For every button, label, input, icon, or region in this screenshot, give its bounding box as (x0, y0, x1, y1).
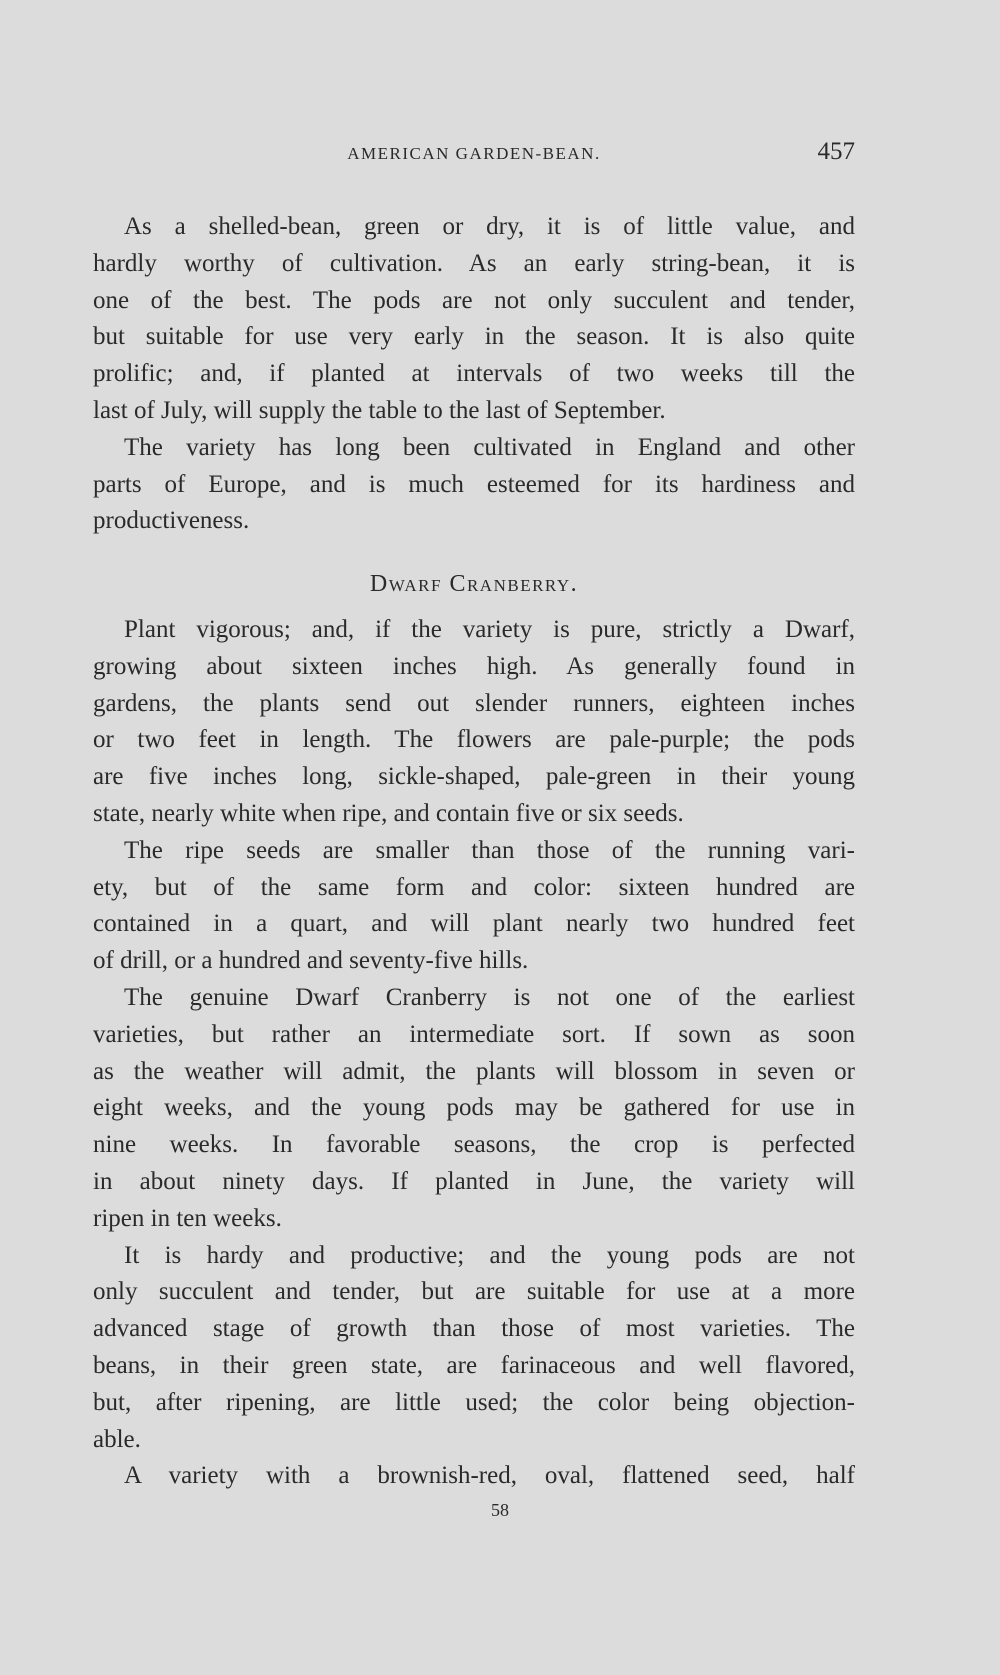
text-line: nine weeks. In favorable seasons, the crop is perfected (93, 1131, 855, 1159)
text-line: advanced stage of growth than those of most varieties. The (93, 1315, 855, 1343)
text-line: as the weather will admit, the plants will blossom in seven or (93, 1057, 855, 1085)
text-line: in about ninety days. If planted in June, the variety will (93, 1167, 855, 1195)
text-line: ripen in ten weeks. (93, 1204, 282, 1232)
paragraph (93, 430, 855, 540)
text-line: but, after ripening, are little used; the color being objection- (93, 1388, 855, 1416)
text-line: contained in a quart, and will plant nearly two hundred feet (93, 910, 855, 938)
running-head (93, 140, 855, 170)
paragraph (93, 209, 855, 430)
text-line: able. (93, 1425, 141, 1453)
section-heading: Dwarf Cranberry. (369, 571, 579, 598)
text-line: or two feet in length. The flowers are pale-purple; the pods (93, 726, 855, 754)
text-line: A variety with a brownish-red, oval, flattened seed, half (124, 1462, 855, 1490)
signature-mark: 58 (491, 1500, 509, 1520)
text-line: The variety has long been cultivated in England and other (124, 433, 855, 461)
text-line: prolific; and, if planted at intervals of two weeks till the (93, 360, 855, 388)
text-line: are five inches long, sickle-shaped, pale-green in their young (93, 763, 855, 791)
text-line: of drill, or a hundred and seventy-five hills. (93, 947, 529, 975)
text-line: one of the best. The pods are not only succulent and tender, (93, 286, 855, 314)
text-line: varieties, but rather an intermediate sort. If sown as soon (93, 1020, 855, 1048)
text-line: parts of Europe, and is much esteemed for its hardiness and (93, 470, 855, 498)
paragraph (93, 833, 855, 980)
text-line: hardly worthy of cultivation. As an early string-bean, it is (93, 249, 855, 277)
text-line: The genuine Dwarf Cranberry is not one of the earliest (124, 983, 855, 1011)
text-line: state, nearly white when ripe, and contain five or six seeds. (93, 799, 684, 827)
text-line: last of July, will supply the table to the last of September. (93, 396, 666, 424)
page-body (93, 209, 855, 1495)
text-line: Plant vigorous; and, if the variety is pure, strictly a Dwarf, (124, 615, 855, 643)
text-line: growing about sixteen inches high. As generally found in (93, 652, 855, 680)
text-line: As a shelled-bean, green or dry, it is of little value, and (124, 213, 855, 240)
running-head-title: AMERICAN GARDEN-BEAN. (347, 144, 601, 163)
text-line: ety, but of the same form and color: sixteen hundred are (93, 873, 855, 901)
paragraph (93, 1458, 855, 1495)
text-line: eight weeks, and the young pods may be gathered for use in (93, 1094, 855, 1122)
paragraph (93, 1238, 855, 1459)
text-line: but suitable for use very early in the season. It is also quite (93, 323, 855, 351)
paragraph (93, 980, 855, 1238)
text-line: gardens, the plants send out slender runners, eighteen inches (93, 689, 855, 717)
text-line: only succulent and tender, but are suitable for use at a more (93, 1278, 855, 1306)
page-number: 457 (817, 138, 855, 165)
text-line: productiveness. (93, 507, 250, 535)
paragraph (93, 612, 855, 833)
text-line: The ripe seeds are smaller than those of the running vari- (124, 836, 855, 864)
text-line: beans, in their green state, are farinaceous and well flavored, (93, 1351, 855, 1379)
text-line: It is hardy and productive; and the young pods are not (124, 1241, 855, 1269)
